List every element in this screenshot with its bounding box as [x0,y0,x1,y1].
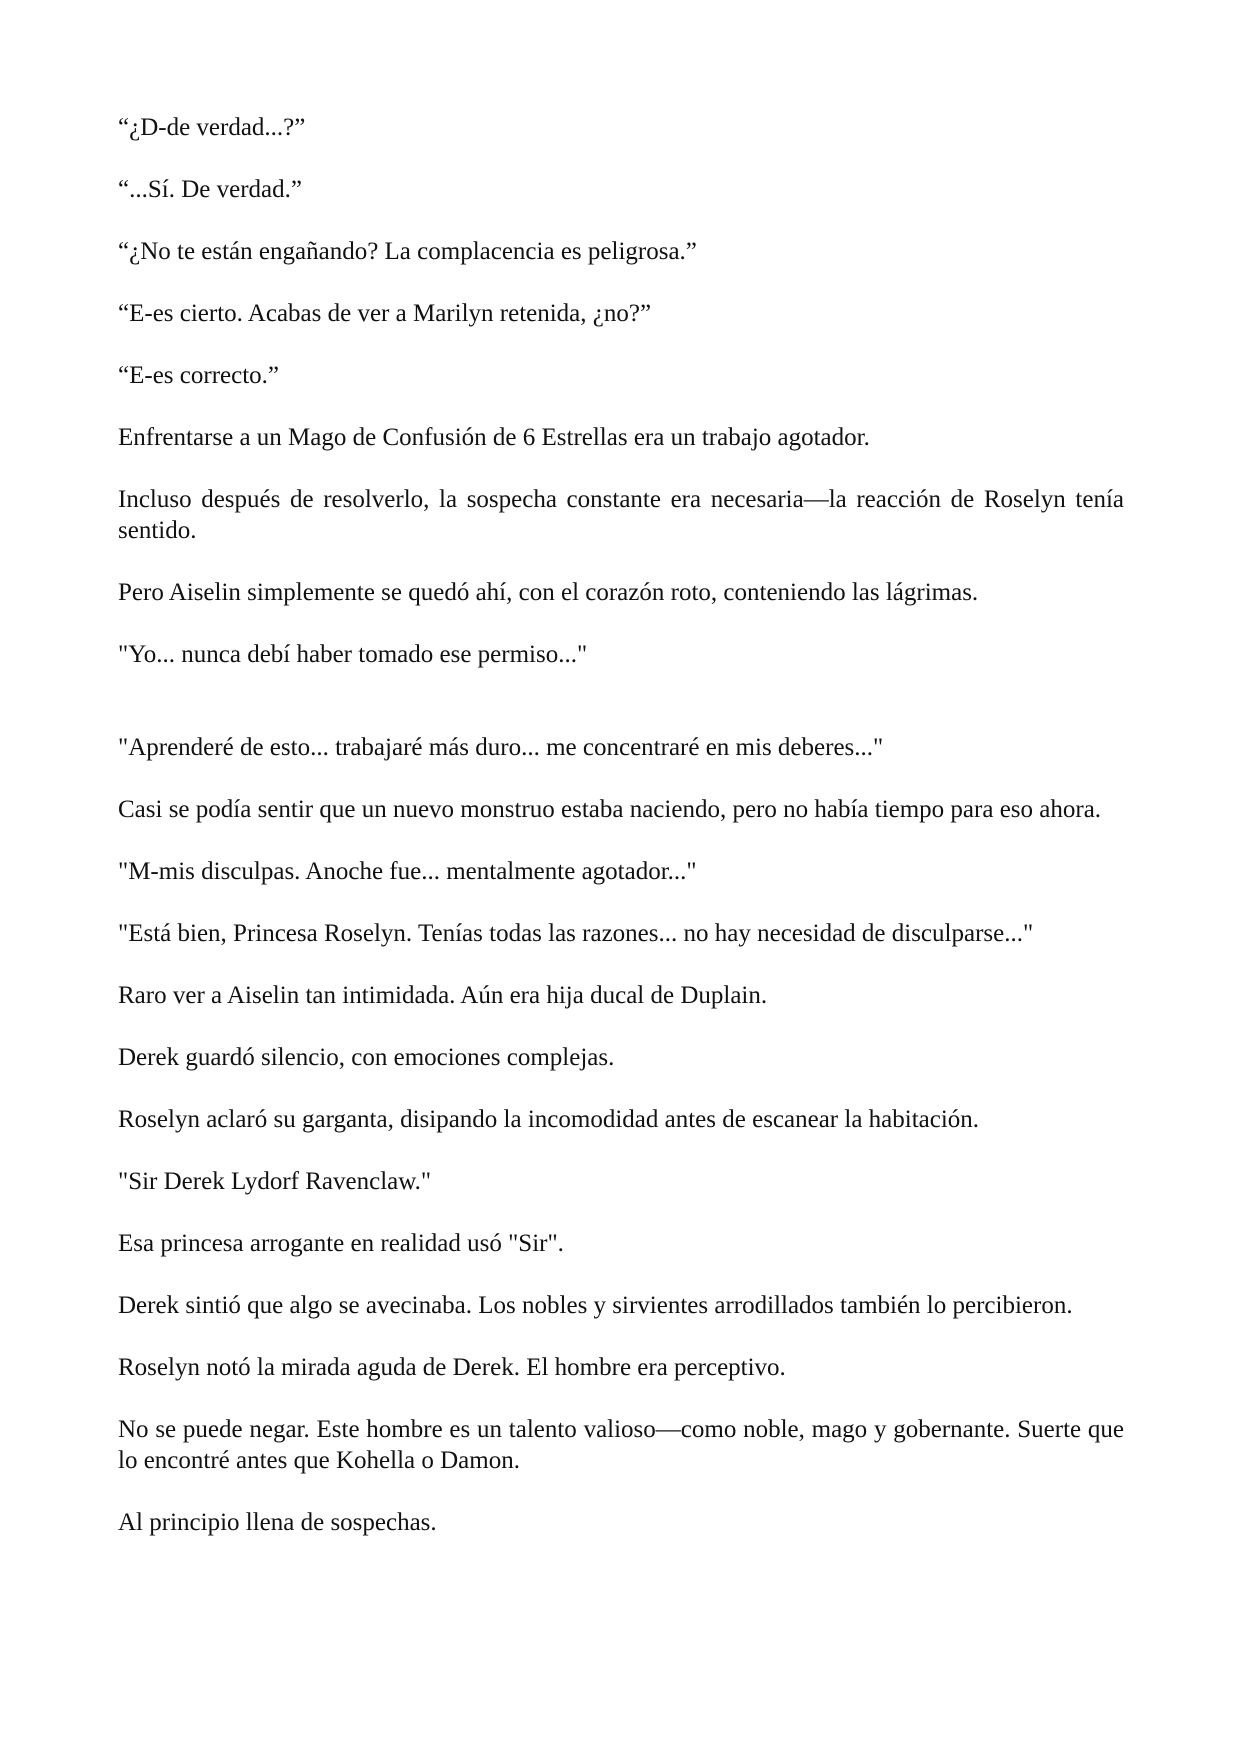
body-text [118,112,1124,1569]
paragraph: Incluso después de resolverlo, la sospecha constante era necesaria—la reacción de Roselyn tenía sentido. [118,486,1124,544]
paragraph: "Sir Derek Lydorf Ravenclaw." [118,1168,432,1195]
paragraph: "Aprenderé de esto... trabajaré más duro... me concentraré en mis deberes..." [118,734,884,761]
paragraph: Derek guardó silencio, con emociones complejas. [118,1044,615,1071]
paragraph: Derek sintió que algo se avecinaba. Los nobles y sirvientes arrodillados también lo percibieron. [118,1292,1073,1319]
paragraph: Al principio llena de sospechas. [118,1509,437,1536]
paragraph: Casi se podía sentir que un nuevo monstruo estaba naciendo, pero no había tiempo para eso ahora. [118,796,1102,823]
paragraph: “E-es cierto. Acabas de ver a Marilyn retenida, ¿no?” [118,300,652,327]
paragraph: Roselyn notó la mirada aguda de Derek. El hombre era perceptivo. [118,1354,786,1381]
paragraph: "Está bien, Princesa Roselyn. Tenías todas las razones... no hay necesidad de disculparse..." [118,920,1034,947]
paragraph: “...Sí. De verdad.” [118,176,302,203]
paragraph: “¿D-de verdad...?” [118,114,306,141]
paragraph: Roselyn aclaró su garganta, disipando la incomodidad antes de escanear la habitación. [118,1106,980,1133]
paragraph: Pero Aiselin simplemente se quedó ahí, con el corazón roto, conteniendo las lágrimas. [118,579,979,606]
paragraph: Enfrentarse a un Mago de Confusión de 6 Estrellas era un trabajo agotador. [118,424,870,451]
paragraph: "M-mis disculpas. Anoche fue... mentalmente agotador..." [118,858,697,885]
paragraph: "Yo... nunca debí haber tomado ese permiso..." [118,641,588,668]
paragraph: Esa princesa arrogante en realidad usó "Sir". [118,1230,564,1257]
paragraph: “E-es correcto.” [118,362,279,389]
paragraph: Raro ver a Aiselin tan intimidada. Aún era hija ducal de Duplain. [118,982,768,1009]
paragraph: “¿No te están engañando? La complacencia es peligrosa.” [118,238,697,265]
paragraph: No se puede negar. Este hombre es un talento valioso—como noble, mago y gobernante. Suerte que lo encontré antes que Kohella o Damon. [118,1416,1124,1474]
